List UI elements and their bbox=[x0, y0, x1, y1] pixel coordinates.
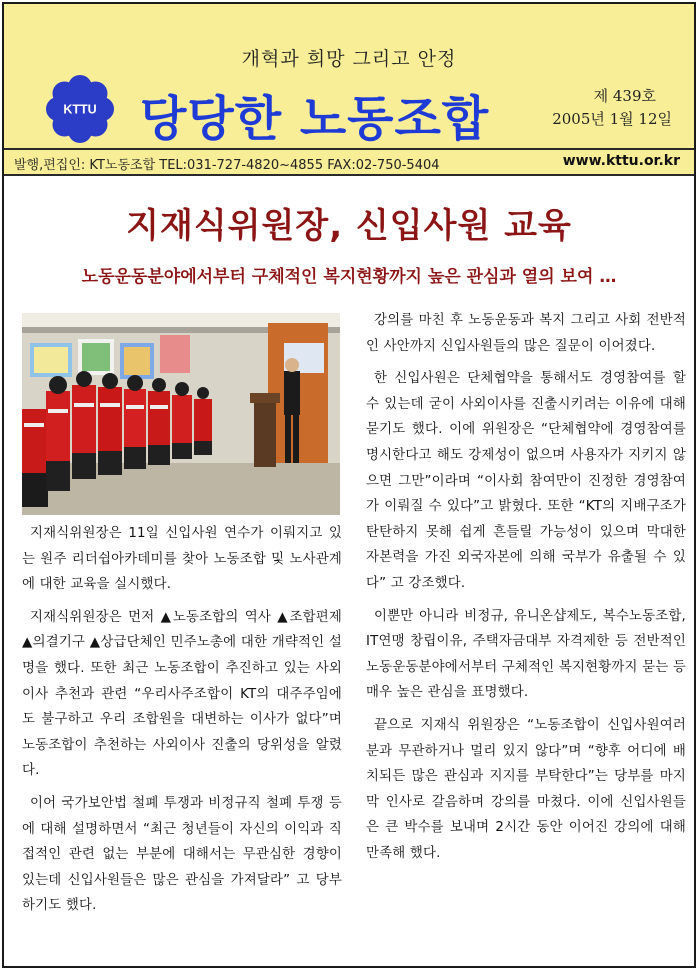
masthead bbox=[4, 4, 694, 148]
article-paragraph: 강의를 마친 후 노동운동과 복지 그리고 사회 전반적인 사안까지 신입사원들의 많은 질문이 이어졌다. bbox=[366, 313, 686, 354]
slogan: 개혁과 희망 그리고 안정 bbox=[241, 48, 457, 70]
article-subheadline: 노동운동분야에서부터 구체적인 복지현황까지 높은 관심과 열의 보여 … bbox=[81, 267, 617, 287]
article-column-left bbox=[22, 521, 342, 926]
article-paragraph: 이어 국가보안법 철폐 투쟁과 비정규직 철폐 투쟁 등에 대해 설명하면서 “최근 청년들이 자신의 이익과 직접적인 관련 없는 부분에 대해서는 무관심한 경향이 있는데 신입사원들은 많은 관심을 가져달라” 고 당부하기도 했다. bbox=[22, 795, 342, 914]
publisher-info: 발행,편집인: KT노동조합 TEL:031-727-4820~4855 FAX:02-750-5404 bbox=[14, 158, 440, 173]
flower-logo-icon bbox=[42, 74, 118, 144]
issue-number: 제 439호 bbox=[593, 87, 656, 105]
article-headline: 지재식위원장, 신입사원 교육 bbox=[126, 206, 572, 246]
newspaper-title: 당당한 노동조합 bbox=[140, 91, 490, 147]
website-link[interactable]: www.kttu.or.kr bbox=[562, 153, 680, 169]
article-paragraph: 지재식위원장은 먼저 ▲노동조합의 역사 ▲조합편제 ▲의결기구 ▲상급단체인 민주노총에 대한 개략적인 설명을 했다. 또한 최근 노동조합이 추진하고 있는 사외이사 추천과 관련 “우리사주조합이 KT의 대주주임에도 불구하고 우리 조합원을 대변하는 이사가 없다”며 노동조합이 추천하는 사외이사 진출의 당위성을 알렸다. bbox=[22, 609, 342, 779]
article-paragraph: 끝으로 지재식 위원장은 “노동조합이 신입사원여러분과 무관하거나 멀리 있지 않다”며 “향후 어디에 배치되든 많은 관심과 지지를 부탁한다”는 당부를 마지막 인사로 갈음하며 강의를 마쳤다. 이에 신입사원들은 큰 박수를 보내며 2시간 동안 이어진 강의에 대해 만족해 했다. bbox=[366, 717, 686, 861]
lecture-photo bbox=[22, 313, 340, 515]
article-paragraph: 지재식위원장은 11일 신입사원 연수가 이뤄지고 있는 원주 리더쉽아카데미를 찾아 노동조합 및 노사관계에 대한 교육을 실시했다. bbox=[22, 526, 342, 593]
article-paragraph: 이뿐만 아니라 비정규, 유니온샵제도, 복수노동조합, IT연맹 창립이유, 주택자금대부 자격제한 등 전반적인 노동운동분야에서부터 구체적인 복지현황까지 묻는 등 매우 높은 관심을 표명했다. bbox=[366, 608, 686, 701]
publisher-bar bbox=[4, 148, 694, 176]
article-paragraph: 한 신입사원은 단체협약을 통해서도 경영참여를 할 수 있는데 굳이 사외이사를 진출시키려는 이유에 대해 묻기도 했다. 이에 위원장은 “단체협약에 경영참여를 명시한다고 해도 강제성이 없으며 사용자가 지키지 않으면 그만”이라며 “이사회 참여만이 진정한 경영참여가 이뤄질 수 있다”고 밝혔다. 또한 “KT의 지배구조가 탄탄하지 못해 쉽게 흔들릴 가능성이 있으며 막대한 자본력을 가진 외국자본에 의해 국부가 유출될 수 있다” 고 강조했다. bbox=[366, 371, 686, 591]
article-column-right bbox=[366, 308, 686, 873]
issue-date: 2005년 1월 12일 bbox=[552, 110, 672, 128]
logo-text: KTTU bbox=[63, 102, 97, 117]
